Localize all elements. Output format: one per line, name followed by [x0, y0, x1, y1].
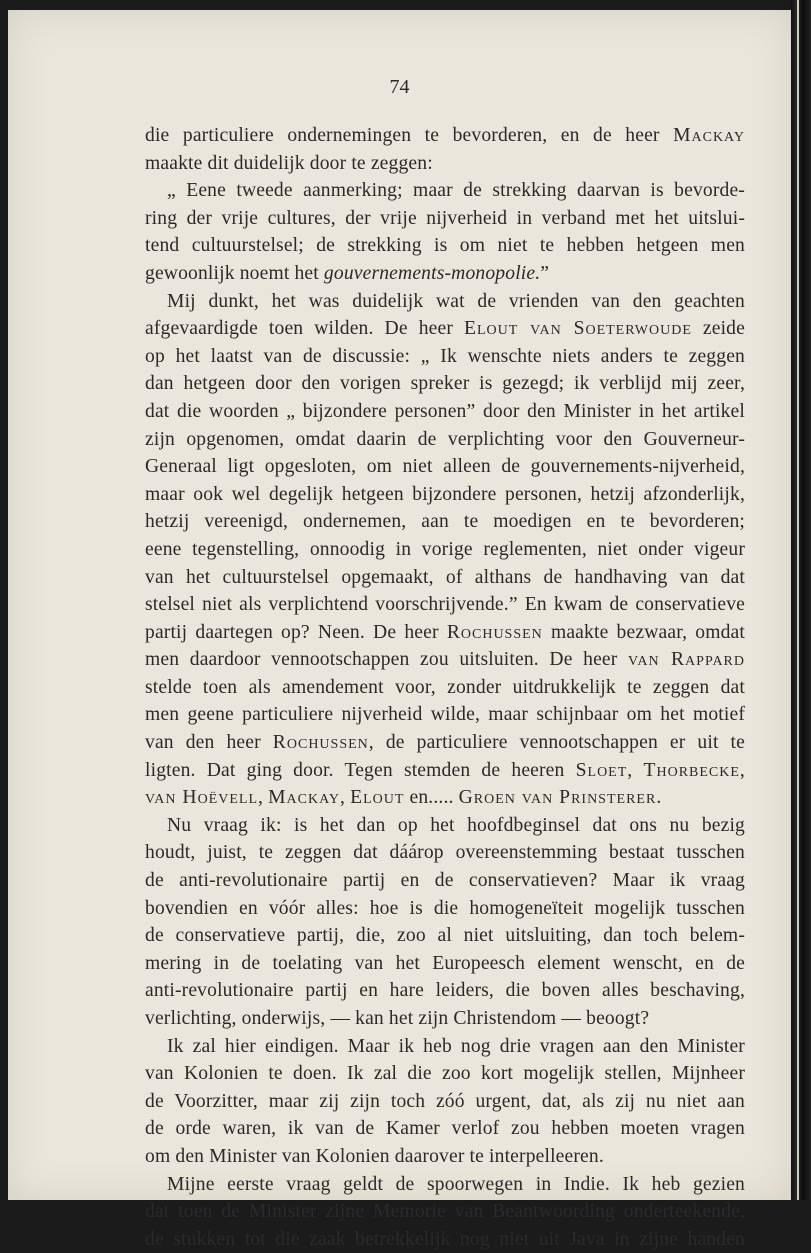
text-run: dat die woorden „ bijzondere personen” door den Minister in het artikel — [145, 400, 745, 422]
text-line — [145, 1143, 745, 1171]
text-line — [145, 757, 745, 785]
text-run: mering in de toelating van het Europeesch element wenscht, en de — [145, 952, 745, 974]
text-line — [145, 1033, 745, 1061]
text-line — [145, 646, 745, 674]
name-smallcaps: Rochussen — [272, 732, 369, 754]
text-run: ” — [540, 262, 550, 284]
text-run: , — [258, 787, 269, 809]
scan-edge — [791, 0, 811, 1200]
name-smallcaps: Sloet — [575, 759, 628, 781]
text-line — [145, 619, 745, 647]
text-line — [145, 343, 745, 371]
text-run: op het laatst van de discussie: „ Ik wenschte niets anders te zeggen — [145, 345, 745, 367]
text-line — [145, 370, 745, 398]
text-run: men daardoor vennootschappen zou uitsluiten. De heer — [145, 649, 629, 671]
text-run: verlichting, onderwijs, — kan het zijn Christendom — beoogt? — [145, 1008, 650, 1029]
text-line — [145, 508, 745, 536]
text-line — [145, 784, 745, 812]
text-run: om den Minister van Kolonien daarover te interpelleeren. — [145, 1145, 604, 1167]
name-smallcaps: Mackay — [673, 125, 745, 146]
name-smallcaps: Elout — [350, 787, 405, 809]
text-line — [145, 1088, 745, 1116]
text-run: Mijne eerste vraag geldt de spoorwegen in Indie. Ik heb gezien — [167, 1173, 745, 1195]
text-run: eene tegenstelling, onnoodig in vorige reglementen, niet onder vigeur — [145, 538, 745, 560]
text-run: Mij dunkt, het was duidelijk wat de vrienden van den geachten — [167, 290, 745, 312]
text-line — [145, 1171, 745, 1199]
text-run: van het cultuurstelsel opgemaakt, of althans de handhaving van dat — [145, 566, 745, 588]
text-line — [145, 867, 745, 895]
name-smallcaps: Elout van Soeterwoude — [464, 318, 692, 340]
text-run: hetzij vereenigd, ondernemen, aan te moedigen en te bevorderen; — [145, 511, 745, 533]
text-run: tend cultuurstelsel; de strekking is om niet te hebben hetgeen men — [145, 235, 745, 257]
text-line — [145, 177, 745, 205]
name-smallcaps: Mackay — [268, 787, 341, 809]
text-run: „ Eene tweede aanmerking; maar de strekking daarvan is bevorde- — [167, 180, 745, 202]
text-run: , — [627, 759, 644, 781]
text-line — [145, 564, 745, 592]
text-line — [145, 812, 745, 840]
text-run: dat toen de Minister zijne Memorie van Beantwoording onderteekende, — [145, 1201, 745, 1223]
text-line — [145, 398, 745, 426]
text-run: en..... — [404, 787, 459, 809]
text-run: de conservatieve partij, die, zoo al niet uitsluiting, dan toch belem- — [145, 925, 745, 947]
text-run: maakte bezwaar, omdat — [542, 621, 745, 643]
text-run: dan hetgeen door den vorigen spreker is gezegd; ik verblijd mij zeer, — [145, 373, 745, 395]
text-line — [145, 977, 745, 1005]
text-run: zijn opgenomen, omdat daarin de verplichting voor den Gouverneur- — [145, 428, 745, 450]
scan-edge-line — [797, 0, 799, 1200]
text-run: , de particuliere vennootschappen er uit te — [368, 732, 745, 754]
text-line — [145, 426, 745, 454]
text-line — [145, 922, 745, 950]
text-run: Nu vraag ik: is het dan op het hoofdbeginsel dat ons nu bezig — [167, 814, 745, 836]
text-run: stelde toen als amendement voor, zonder uitdrukkelijk te zeggen dat — [145, 676, 745, 698]
text-run: Ik zal hier eindigen. Maar ik heb nog drie vragen aan den Minister — [167, 1035, 745, 1057]
text-line — [145, 150, 745, 178]
name-smallcaps: Thorbecke — [643, 759, 740, 781]
name-smallcaps: Rochussen — [446, 621, 543, 643]
text-run: maakte dit duidelijk door te zeggen: — [145, 152, 433, 174]
text-run: Generaal ligt opgesloten, om niet alleen de gouvernements-nijverheid, — [145, 456, 745, 478]
text-line — [145, 1226, 745, 1253]
text-line — [145, 1198, 745, 1226]
text-run: maar ook wel degelijk hetgeen bijzondere personen, hetzij afzonderlijk, — [145, 483, 745, 505]
text-line — [145, 701, 745, 729]
text-line — [145, 288, 745, 316]
text-run: afgevaardigde toen wilden. De heer — [145, 318, 465, 340]
italic-run: gouvernements-monopolie. — [323, 262, 541, 284]
text-run: zeide — [691, 318, 745, 340]
text-line — [145, 536, 745, 564]
page-number: 74 — [389, 76, 410, 98]
text-run: ring der vrije cultures, der vrije nijverheid in verband met het uitslui- — [145, 207, 745, 229]
text-run: . — [656, 787, 662, 809]
text-line — [145, 1060, 745, 1088]
text-run: van den heer — [145, 732, 273, 754]
text-run: men geene particuliere nijverheid wilde, maar schijnbaar om het motief — [145, 704, 745, 726]
body-text — [145, 122, 745, 1253]
text-run: partij daartegen op? Neen. De heer — [145, 621, 447, 643]
text-line — [145, 122, 745, 150]
text-line — [145, 232, 745, 260]
text-line — [145, 205, 745, 233]
text-run: , — [340, 787, 351, 809]
text-line — [145, 453, 745, 481]
text-run: die particuliere ondernemingen te bevorderen, en de heer — [145, 125, 674, 146]
text-run: van Kolonien te doen. Ik zal die zoo kort mogelijk stellen, Mijnheer — [145, 1063, 745, 1085]
name-smallcaps: van Rappard — [628, 649, 746, 671]
text-line — [145, 260, 745, 288]
text-run: de orde waren, ik van de Kamer verlof zou hebben moeten vragen — [145, 1118, 745, 1140]
name-smallcaps: Groen van Prinsterer — [458, 787, 657, 809]
book-page — [8, 10, 791, 1250]
text-line — [145, 1115, 745, 1143]
text-line — [145, 674, 745, 702]
text-run: de Voorzitter, maar zij zijn toch zóó urgent, dat, als zij nu niet aan — [145, 1090, 745, 1112]
text-run: de stukken tot die zaak betrekkelijk nog niet uit Java in zijne handen — [145, 1228, 745, 1250]
text-line — [145, 481, 745, 509]
text-run: ligten. Dat ging door. Tegen stemden de heeren — [145, 759, 576, 781]
text-line — [145, 315, 745, 343]
text-run: stelsel niet als verplichtend voorschrijvende.” En kwam de conservatieve — [145, 594, 745, 616]
text-run: houdt, juist, te zeggen dat dáárop overeenstemming bestaat tusschen — [145, 842, 745, 864]
text-run: gewoonlijk noemt het — [145, 262, 324, 284]
text-run: anti-revolutionaire partij en hare leiders, die boven alles beschaving, — [145, 980, 745, 1002]
name-smallcaps: van Hoëvell — [145, 787, 259, 809]
text-run: bovendien en vóór alles: hoe is die homogeneïteit mogelijk tusschen — [145, 897, 745, 919]
text-line — [145, 591, 745, 619]
text-line — [145, 839, 745, 867]
text-line — [145, 950, 745, 978]
text-run: de anti-revolutionaire partij en de conservatieven? Maar ik vraag — [145, 870, 745, 892]
text-line — [145, 1005, 745, 1033]
text-line — [145, 729, 745, 757]
text-run: , — [739, 759, 745, 781]
text-line — [145, 895, 745, 923]
